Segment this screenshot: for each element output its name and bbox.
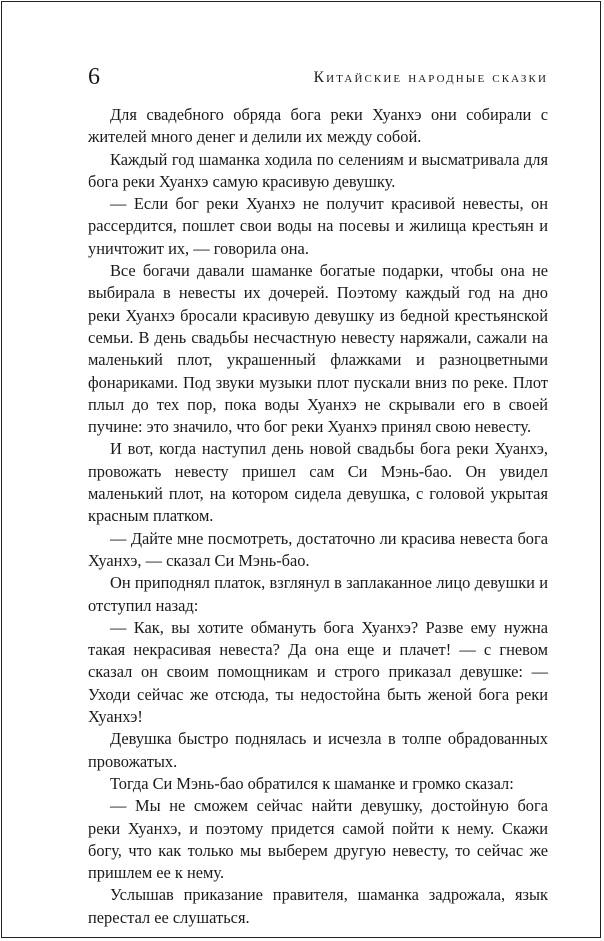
body-text: [88, 104, 548, 929]
paragraph: Он приподнял платок, взглянул в заплаканное лицо девушки и отступил назад:: [88, 573, 548, 615]
paragraph: И вот, когда наступил день новой свадьбы бога реки Хуанхэ, провожать невесту пришел сам Си Мэнь-бао. Он увидел маленький плот, на котором сидела девушка, с головой укрытая красным платком.: [88, 439, 548, 526]
paragraph: — Как, вы хотите обмануть бога Хуанхэ? Разве ему нужна такая некрасивая невеста? Да она еще и плачет! — с гневом сказал он своим помощникам и строго приказал девушке: — Уходи сейчас же отсюда, ты недостойна быть женой бога реки Хуанхэ!: [88, 617, 548, 727]
paragraph: Девушка быстро поднялась и исчезла в толпе обрадованных провожатых.: [88, 729, 548, 771]
paragraph: Услышав приказание правителя, шаманка задрожала, язык перестал ее слушаться.: [88, 885, 548, 927]
paragraph: Тогда Си Мэнь-бао обратился к шаманке и громко сказал:: [110, 773, 514, 793]
paragraph: — Мы не сможем сейчас найти девушку, достойную бога реки Хуанхэ, и поэтому придется самой пойти к нему. Скажи богу, что как только мы выберем другую невесту, то сейчас же пришлем ее к нему.: [88, 796, 548, 883]
page-number: 6: [88, 64, 100, 90]
paragraph: Все богачи давали шаманке богатые подарки, чтобы она не выбирала в невесты их дочерей. Поэтому каждый год на дно реки Хуанхэ бросали красивую девушку из бедной крестьянской семьи. В день свадьбы несчастную невесту наряжали, сажали на маленький плот, украшенный флажками и разноцветными фонариками. Под звуки музыки плот пускали вниз по реке. Плот плыл до тех пор, пока воды Хуанхэ не скрывали его в своей пучине: это значило, что бог реки Хуанхэ принял свою невесту.: [88, 261, 548, 437]
paragraph: — Если бог реки Хуанхэ не получит красивой невесты, он рассердится, пошлет свои воды на посевы и жилища крестьян и уничтожит их, — говорила она.: [88, 194, 548, 258]
paragraph: Для свадебного обряда бога реки Хуанхэ они собирали с жителей много денег и делили их между собой.: [88, 105, 548, 147]
paragraph: — Дайте мне посмотреть, достаточно ли красива невеста бога Хуанхэ, — сказал Си Мэнь-бао.: [88, 528, 548, 570]
page-header: [88, 62, 548, 92]
paragraph: Каждый год шаманка ходила по селениям и высматривала для бога реки Хуанхэ самую красивую девушку.: [88, 149, 548, 191]
running-title: Китайские народные сказки: [313, 69, 548, 86]
